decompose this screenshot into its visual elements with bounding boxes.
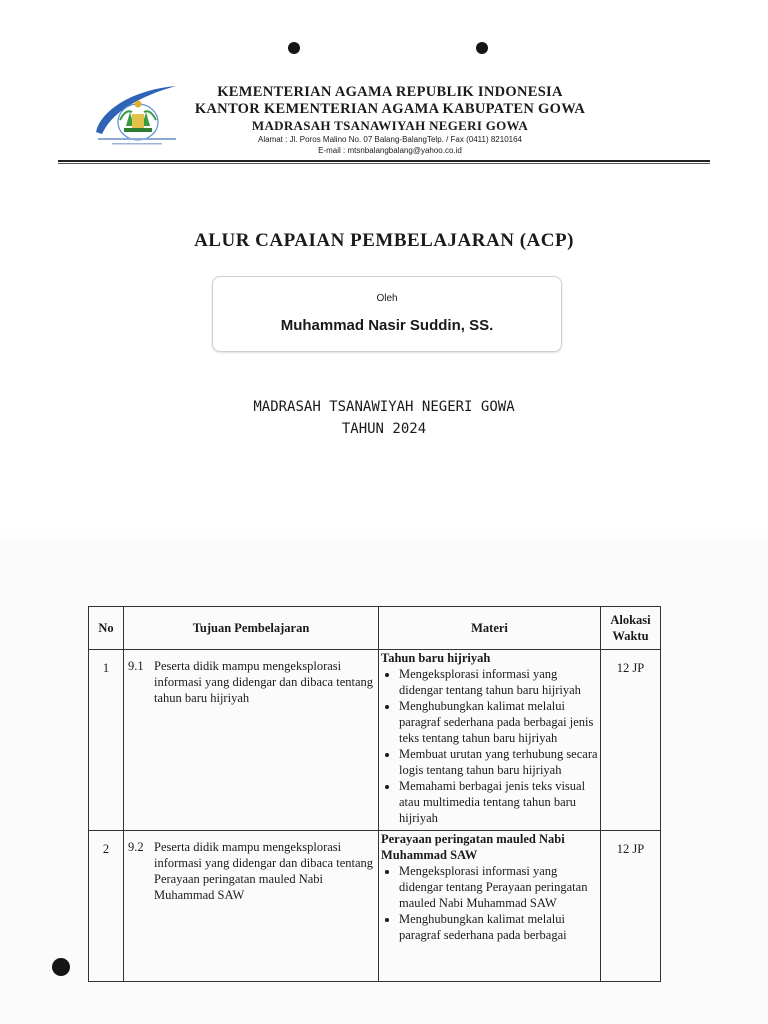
header-materi: Materi — [379, 607, 601, 650]
letterhead-address: Alamat : Jl. Poros Malino No. 07 Balang-BalangTelp. / Fax (0411) 8210164 — [258, 135, 522, 144]
tp-number: 9.1 — [128, 659, 144, 673]
table-header-row — [89, 607, 661, 650]
tp-text: Peserta didik mampu mengeksplorasi informasi yang didengar dan dibaca tentang tahun baru hijriyah — [154, 659, 374, 705]
punch-hole-right — [476, 42, 488, 54]
header-alokasi-line1: Alokasi — [610, 613, 651, 627]
materi-list — [381, 863, 598, 943]
header-alokasi-line2: Waktu — [612, 629, 649, 643]
row-no: 1 — [89, 650, 124, 831]
letterhead-rule — [58, 160, 710, 162]
document-title: ALUR CAPAIAN PEMBELAJARAN (ACP) — [194, 230, 574, 251]
tp-number: 9.2 — [128, 840, 144, 854]
row-alokasi: 12 JP — [601, 831, 661, 982]
row-materi — [379, 831, 601, 982]
row-alokasi: 12 JP — [601, 650, 661, 831]
materi-title: Perayaan peringatan mauled Nabi Muhammad SAW — [381, 832, 565, 862]
row-tujuan — [124, 831, 379, 982]
materi-title: Tahun baru hijriyah — [381, 651, 491, 665]
tp-text: Peserta didik mampu mengeksplorasi informasi yang didengar dan dibaca tentang Perayaan peringatan mauled Nabi Muhammad SAW — [154, 840, 374, 902]
materi-item: • Membuat urutan yang terhubung secara logis tentang tahun baru hijriyah — [399, 746, 598, 778]
letterhead-ministry: KEMENTERIAN AGAMA REPUBLIK INDONESIA — [217, 84, 563, 100]
header-no: No — [89, 607, 124, 650]
header-alokasi — [601, 607, 661, 650]
row-materi — [379, 650, 601, 831]
letterhead-rule-thin — [58, 163, 710, 164]
row-no: 2 — [89, 831, 124, 982]
institution-name: MADRASAH TSANAWIYAH NEGERI GOWA — [253, 399, 515, 415]
year-label: TAHUN 2024 — [341, 421, 427, 437]
letterhead — [180, 84, 600, 156]
kemenag-logo-icon — [90, 82, 186, 152]
table-row — [89, 831, 661, 982]
materi-item: • Menghubungkan kalimat melalui paragraf sederhana pada berbagai jenis teks tentang tahun baru hijriyah — [399, 698, 598, 746]
table-row — [89, 650, 661, 831]
punch-hole-lower — [52, 958, 70, 976]
letterhead-school: MADRASAH TSANAWIYAH NEGERI GOWA — [251, 118, 529, 133]
by-label: Oleh — [376, 293, 398, 304]
institution-block — [0, 396, 768, 440]
author-box — [212, 276, 562, 352]
acp-table — [88, 606, 661, 982]
author-name: Muhammad Nasir Suddin, SS. — [280, 317, 494, 334]
materi-item: • Menghubungkan kalimat melalui paragraf sederhana pada berbagai — [399, 911, 598, 943]
materi-list — [381, 666, 598, 826]
materi-item: • Mengeksplorasi informasi yang didengar tentang Perayaan peringatan mauled Nabi Muhammad SAW — [399, 863, 598, 911]
letterhead-email: E-mail : mtsnbalangbalang@yahoo.co.id — [318, 146, 462, 155]
materi-item: • Memahami berbagai jenis teks visual atau multimedia tentang tahun baru hijriyah — [399, 778, 598, 826]
materi-item: • Mengeksplorasi informasi yang didengar tentang tahun baru hijriyah — [399, 666, 598, 698]
row-tujuan — [124, 650, 379, 831]
letterhead-office: KANTOR KEMENTERIAN AGAMA KABUPATEN GOWA — [194, 101, 586, 117]
punch-hole-left — [288, 42, 300, 54]
header-tujuan: Tujuan Pembelajaran — [124, 607, 379, 650]
